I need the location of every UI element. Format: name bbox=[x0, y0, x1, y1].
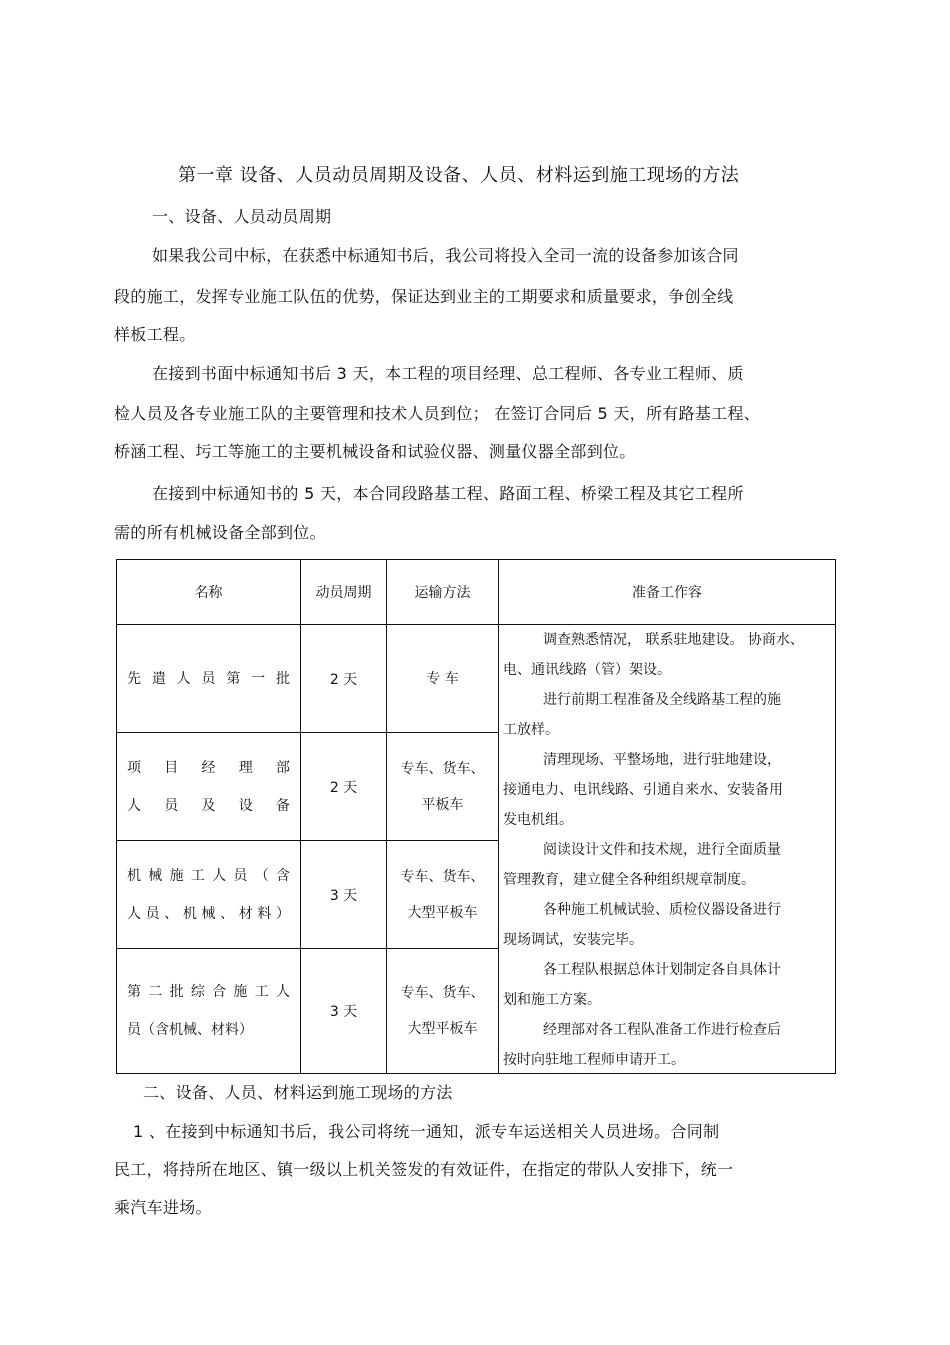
paragraph-3-line-1: 在接到中标通知书的 5 天，本合同段路基工程、路面工程、桥梁工程及其它工程所 bbox=[152, 484, 744, 503]
row-name-line: 机械施工人员（含 bbox=[127, 867, 290, 884]
paragraph-1-line-3: 样板工程。 bbox=[114, 325, 196, 344]
prep-line: 调查熟悉情况， 联系驻地建设。 协商水、 bbox=[543, 632, 804, 648]
prep-line: 划和施工方案。 bbox=[503, 992, 601, 1008]
table-row bbox=[117, 625, 836, 733]
section-heading-1: 一、设备、人员动员周期 bbox=[152, 207, 332, 226]
prep-line: 经理部对各工程队准备工作进行检查后 bbox=[543, 1022, 781, 1038]
row-period: 2 天 bbox=[301, 625, 387, 733]
prep-line: 现场调试，安装完毕。 bbox=[503, 932, 643, 948]
row-transport bbox=[387, 733, 499, 841]
paragraph-4-line-3: 乘汽车进场。 bbox=[114, 1198, 212, 1217]
chapter-title: 第一章 设备、人员动员周期及设备、人员、材料运到施工现场的方法 bbox=[178, 165, 740, 186]
row-name-line: 人员、机械、材料） bbox=[127, 905, 290, 922]
row-name-line: 员（含机械、材料） bbox=[127, 1022, 253, 1038]
prep-line: 电、通讯线路（管）架设。 bbox=[503, 662, 671, 678]
header-period: 动员周期 bbox=[301, 560, 387, 625]
paragraph-3-line-2: 需的所有机械设备全部到位。 bbox=[114, 523, 326, 542]
row-name-line: 项目经理部 bbox=[127, 759, 290, 776]
row-name-line: 人员及设备 bbox=[127, 797, 290, 814]
row-transport bbox=[387, 625, 499, 733]
paragraph-4-line-1: 1 、在接到中标通知书后，我公司将统一通知，派专车运送相关人员进场。合同制 bbox=[133, 1122, 720, 1141]
paragraph-2-line-1: 在接到书面中标通知书后 3 天，本工程的项目经理、总工程师、各专业工程师、质 bbox=[152, 364, 744, 383]
prep-line: 发电机组。 bbox=[503, 812, 573, 828]
paragraph-1-line-1: 如果我公司中标，在获悉中标通知书后，我公司将投入全司一流的设备参加该合同 bbox=[152, 246, 739, 265]
header-transport: 运输方法 bbox=[387, 560, 499, 625]
prep-line: 接通电力、电讯线路、引通自来水、安装备用 bbox=[503, 782, 783, 798]
row-name-line: 第二批综合施工人 bbox=[127, 984, 290, 1000]
paragraph-2-line-2: 检人员及各专业施工队的主要管理和技术人员到位； 在签订合同后 5 天，所有路基工程、 bbox=[114, 404, 761, 423]
prep-line: 工放样。 bbox=[503, 722, 559, 738]
row-transport-line: 专 车 bbox=[426, 670, 459, 687]
row-transport-line: 专车、货车、 bbox=[400, 868, 485, 885]
section-heading-2: 二、设备、人员、材料运到施工现场的方法 bbox=[143, 1083, 453, 1102]
prep-line: 各种施工机械试验、质检仪器设备进行 bbox=[543, 902, 781, 918]
row-name bbox=[117, 625, 301, 733]
row-name bbox=[117, 841, 301, 949]
prep-line: 各工程队根据总体计划制定各自具体计 bbox=[543, 962, 781, 978]
row-name bbox=[117, 949, 301, 1074]
row-transport-line: 平板车 bbox=[421, 796, 464, 813]
row-period: 3 天 bbox=[301, 949, 387, 1074]
row-name bbox=[117, 733, 301, 841]
prep-line: 阅读设计文件和技术规，进行全面质量 bbox=[543, 842, 781, 858]
paragraph-2-line-3: 桥涵工程、圬工等施工的主要机械设备和试验仪器、测量仪器全部到位。 bbox=[114, 442, 636, 461]
header-prep: 准备工作容 bbox=[499, 560, 836, 625]
row-transport bbox=[387, 949, 499, 1074]
row-transport-line: 专车、货车、 bbox=[400, 760, 485, 777]
prep-line: 清理现场、平整场地，进行驻地建设， bbox=[543, 752, 781, 768]
row-period: 3 天 bbox=[301, 841, 387, 949]
paragraph-1-line-2: 段的施工，发挥专业施工队伍的优势，保证达到业主的工期要求和质量要求，争创全线 bbox=[114, 287, 734, 306]
header-name: 名称 bbox=[117, 560, 301, 625]
prep-work-cell bbox=[499, 625, 836, 1074]
row-name-line: 先遣人员第一批 bbox=[127, 670, 290, 687]
mobilization-table bbox=[116, 559, 836, 1074]
table-header-row bbox=[117, 560, 836, 625]
row-transport-line: 大型平板车 bbox=[407, 1021, 478, 1037]
row-transport-line: 大型平板车 bbox=[407, 904, 478, 921]
row-period: 2 天 bbox=[301, 733, 387, 841]
prep-line: 进行前期工程准备及全线路基工程的施 bbox=[543, 692, 781, 708]
row-transport-line: 专车、货车、 bbox=[400, 985, 485, 1001]
prep-line: 按时向驻地工程师申请开工。 bbox=[503, 1052, 685, 1068]
prep-line: 管理教育，建立健全各种组织规章制度。 bbox=[503, 872, 755, 888]
row-transport bbox=[387, 841, 499, 949]
paragraph-4-line-2: 民工，将持所在地区、镇一级以上机关签发的有效证件，在指定的带队人安排下，统一 bbox=[114, 1160, 734, 1179]
